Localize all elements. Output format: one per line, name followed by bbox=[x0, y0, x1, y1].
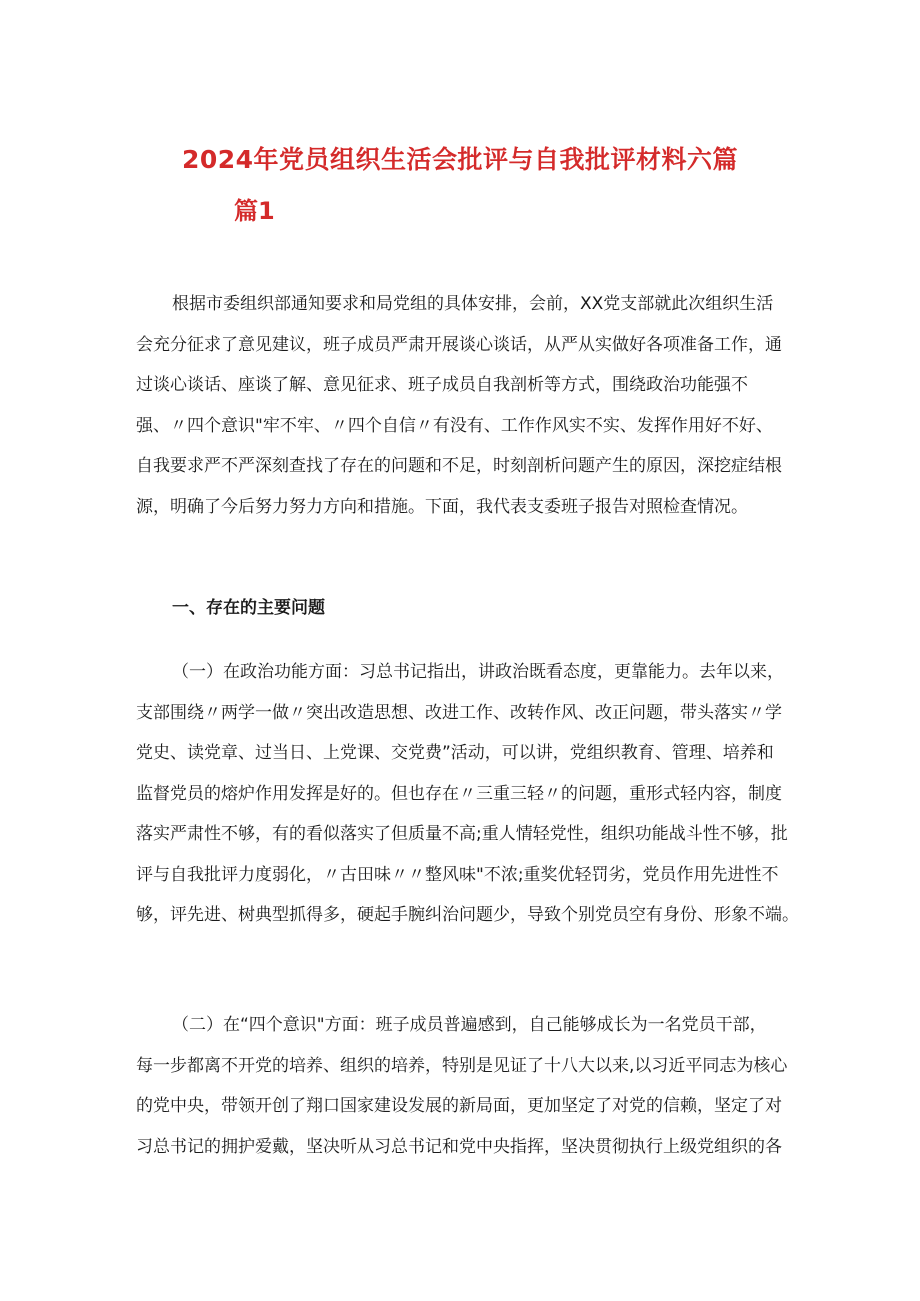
paragraph-line: （二）在“四个意识"方面：班子成员普遍感到，自己能够成长为一名党员干部， bbox=[172, 1015, 767, 1035]
paragraph-line: 根据市委组织部通知要求和局党组的具体安排，会前，XX党支部就此次组织生活 bbox=[172, 294, 774, 314]
paragraph-line: 党史、读党章、过当日、上党课、交党费”活动，可以讲，党组织教育、管理、培养和 bbox=[136, 743, 774, 763]
political-function-paragraph bbox=[136, 652, 799, 936]
paragraph-line: 够，评先进、树典型抓得多，硬起手腕纠治问题少，导致个别党员空有身份、形象不端。 bbox=[136, 905, 799, 925]
paragraph-line: 每一步都离不开党的培养、组织的培养，特别是见证了十八大以来,以习近平同志为核心 bbox=[136, 1055, 788, 1076]
paragraph-line: 强、〃四个意识"牢不牢、〃四个自信〃有没有、工作作风实不实、发挥作用好不好、 bbox=[136, 415, 773, 436]
document-title: 2024年党员组织生活会批评与自我批评材料六篇 bbox=[181, 145, 739, 174]
paragraph-line: 过谈心谈话、座谈了解、意见征求、班子成员自我剖析等方式，围绕政治功能强不 bbox=[136, 375, 748, 395]
paragraph-line: 的党中央，带领开创了翔口国家建设发展的新局面，更加坚定了对党的信赖，坚定了对 bbox=[136, 1096, 782, 1116]
paragraph-line: 监督党员的熔炉作用发挥是好的。但也存在〃三重三轻〃的问题，重形式轻内容，制度 bbox=[136, 783, 782, 804]
paragraph-line: 源，明确了今后努力努力方向和措施。下面，我代表支委班子报告对照检查情况。 bbox=[136, 496, 748, 517]
paragraph-line: 自我要求严不严深刻查找了存在的问题和不足，时刻剖析问题产生的原因，深挖症结根 bbox=[136, 456, 782, 476]
paragraph-line: 习总书记的拥护爱戴，坚决听从习总书记和党中央指挥，坚决贯彻执行上级党组织的各 bbox=[136, 1136, 782, 1157]
paragraph-line: 支部围绕〃两学一做〃突出改造思想、改进工作、改转作风、改正问题，带头落实〃学 bbox=[136, 702, 782, 723]
paragraph-line: 会充分征求了意见建议，班子成员严肃开展谈心谈话，从严从实做好各项准备工作，通 bbox=[136, 334, 782, 355]
section-heading: 一、存在的主要问题 bbox=[172, 598, 325, 618]
chapter-label: 篇1 bbox=[234, 197, 275, 225]
paragraph-line: 评与自我批评力度弱化，〃古田味〃〃整风味"不浓;重奖优轻罚劣，党员作用先进性不 bbox=[136, 864, 779, 885]
paragraph-line: 落实严肃性不够，有的看似落实了但质量不高;重人情轻党性，组织功能战斗性不够，批 bbox=[136, 824, 788, 844]
paragraph-line: （一）在政治功能方面：习总书记指出，讲政治既看态度，更靠能力。去年以来， bbox=[172, 662, 784, 682]
four-consciousness-paragraph bbox=[136, 1005, 788, 1167]
intro-paragraph bbox=[136, 284, 788, 527]
